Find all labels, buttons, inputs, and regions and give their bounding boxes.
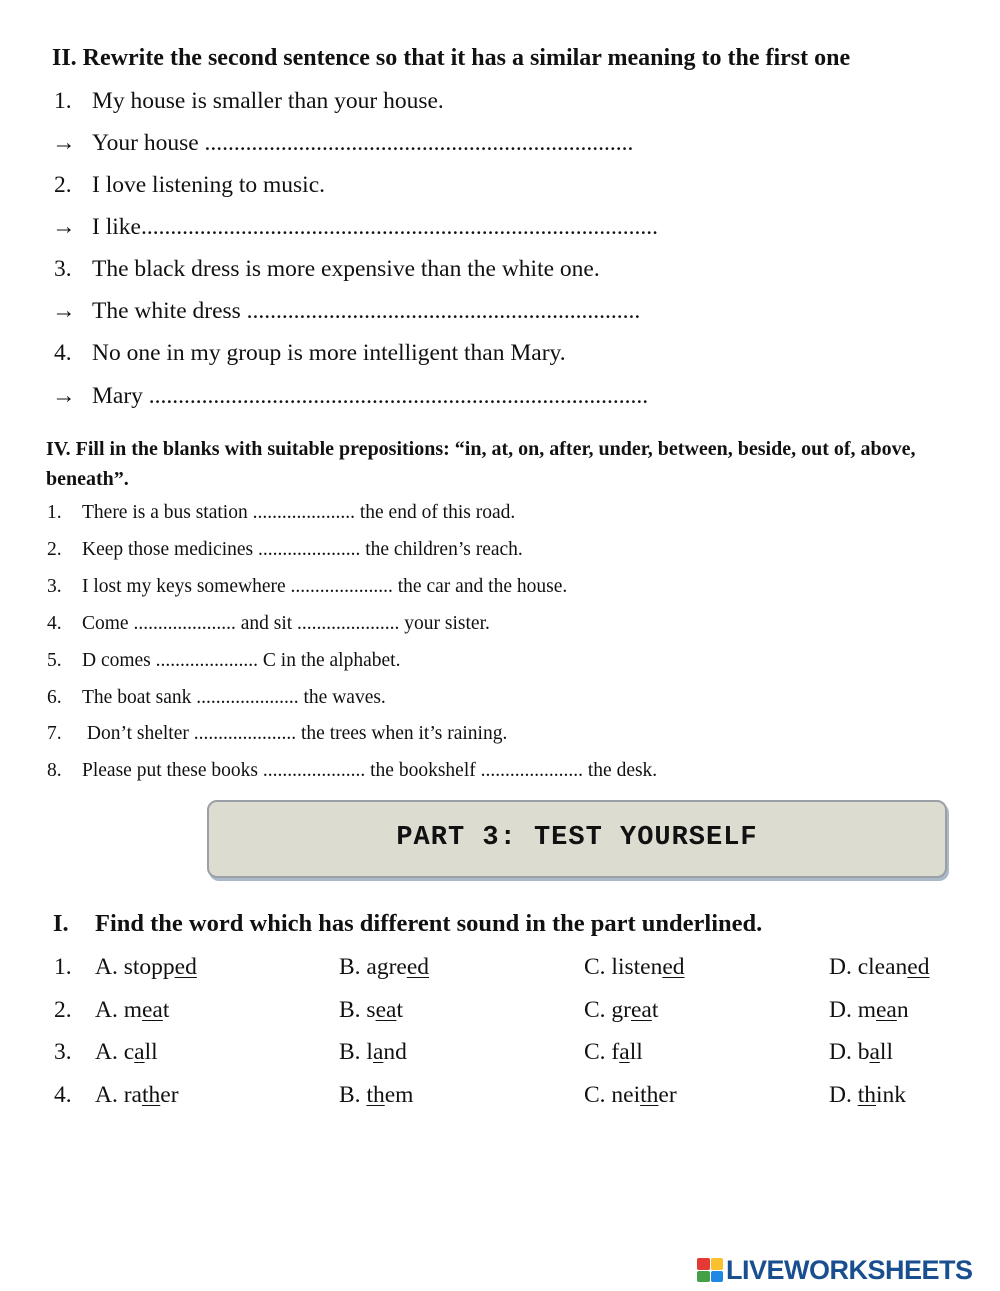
list-item: No one in my group is more intelligent than Mary. (92, 340, 566, 366)
option-a: A. call (95, 1039, 158, 1065)
list-item-num: 7. (47, 723, 62, 744)
option-b: B. them (339, 1082, 414, 1108)
list-item: Keep those medicines ..................... the children’s reach. (82, 539, 523, 560)
option-b: B. land (339, 1039, 407, 1065)
arrow-icon: → (52, 383, 76, 409)
question-num: 1. (54, 954, 72, 980)
arrow-icon: → (52, 130, 76, 156)
list-item: There is a bus station ..................... the end of this road. (82, 502, 516, 523)
section-4-heading: IV. Fill in the blanks with suitable prepositions: “in, at, on, after, under, between, beside, out of, above, beneath”. (46, 438, 916, 490)
list-item: I love listening to music. (92, 172, 326, 198)
option-c: C. listened (584, 954, 685, 980)
answer-line: I like........................................................................................ (92, 214, 658, 240)
list-item: Please put these books ..................... the bookshelf ..................... the desk. (82, 760, 658, 781)
option-b: B. agreed (339, 954, 430, 980)
list-item: D comes ..................... C in the alphabet. (82, 650, 401, 671)
list-item-num: 8. (47, 760, 62, 781)
answer-line: Mary ..................................................................................... (92, 383, 649, 409)
option-a: A. stopped (95, 954, 197, 980)
part-3-title: PART 3: TEST YOURSELF (396, 823, 758, 853)
liveworksheets-logo[interactable] (697, 1255, 973, 1285)
list-item-num: 3. (47, 576, 62, 597)
liveworksheets-icon (697, 1258, 723, 1282)
answer-line: The white dress ................................................................... (92, 298, 641, 324)
option-a: A. rather (95, 1082, 179, 1108)
section-2-heading: II. Rewrite the second sentence so that it has a similar meaning to the first one (52, 45, 851, 71)
list-item-num: 4. (47, 613, 62, 634)
option-c: C. great (584, 997, 659, 1023)
list-item-num: 1. (54, 88, 72, 114)
arrow-icon: → (52, 214, 76, 240)
option-d: D. cleaned (829, 954, 930, 980)
list-item: The black dress is more expensive than the white one. (92, 256, 600, 282)
list-item-num: 2. (47, 539, 62, 560)
list-item: I lost my keys somewhere ..................... the car and the house. (82, 576, 568, 597)
section-1-number: I. (53, 910, 69, 937)
option-a: A. meat (95, 997, 170, 1023)
question-num: 3. (54, 1039, 72, 1065)
list-item-num: 2. (54, 172, 72, 198)
list-item-num: 6. (47, 687, 62, 708)
part-3-banner (207, 800, 947, 878)
list-item: Don’t shelter ..................... the trees when it’s raining. (82, 723, 508, 744)
list-item-num: 5. (47, 650, 62, 671)
list-item-num: 1. (47, 502, 62, 523)
list-item: Come ..................... and sit ..................... your sister. (82, 613, 490, 634)
list-item-num: 3. (54, 256, 72, 282)
question-num: 2. (54, 997, 72, 1023)
answer-line: Your house ......................................................................... (92, 130, 634, 156)
option-d: D. mean (829, 997, 909, 1023)
arrow-icon: → (52, 298, 76, 324)
question-num: 4. (54, 1082, 72, 1108)
list-item: The boat sank ..................... the waves. (82, 687, 386, 708)
option-c: C. neither (584, 1082, 677, 1108)
option-d: D. ball (829, 1039, 893, 1065)
list-item-num: 4. (54, 340, 72, 366)
list-item: My house is smaller than your house. (92, 88, 444, 114)
option-b: B. seat (339, 997, 403, 1023)
option-d: D. think (829, 1082, 907, 1108)
logo-text: LIVEWORKSHEETS (726, 1254, 973, 1285)
section-1-heading: Find the word which has different sound in the part underlined. (95, 910, 763, 937)
option-c: C. fall (584, 1039, 643, 1065)
